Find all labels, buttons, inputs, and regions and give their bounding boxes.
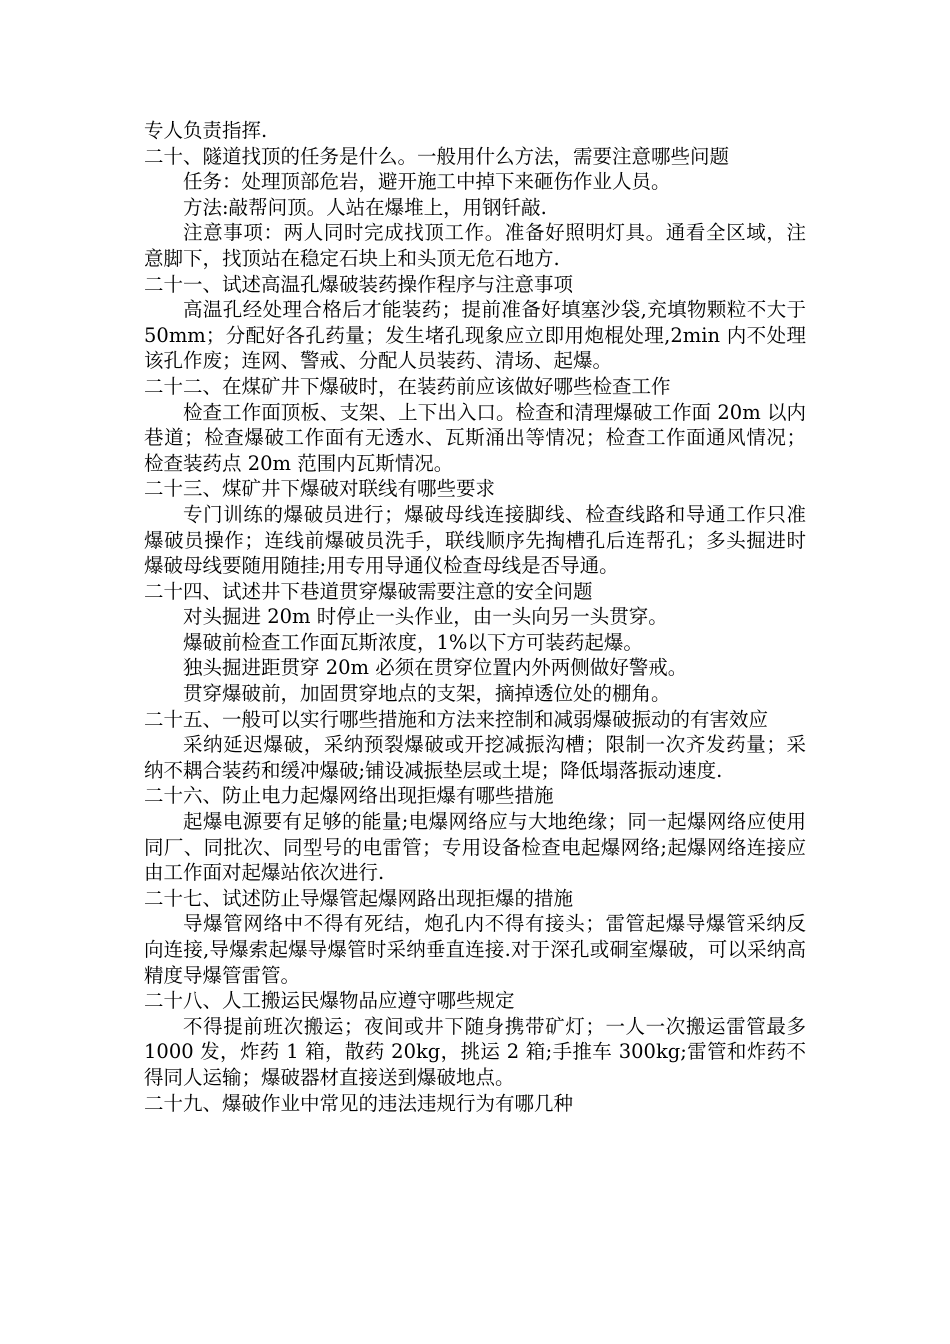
document-paragraph: 方法:敲帮问顶。人站在爆堆上，用钢钎敲.	[183, 195, 547, 219]
document-page	[144, 118, 806, 1116]
section-heading-21: 二十一、试述高温孔爆破装药操作程序与注意事项	[144, 272, 574, 296]
document-paragraph: 对头掘进 20m 时停止一头作业，由一头向另一头贯穿。	[183, 605, 668, 629]
section-heading-20: 二十、隧道找顶的任务是什么。一般用什么方法，需要注意哪些问题	[144, 144, 730, 168]
section-heading-24: 二十四、试述井下巷道贯穿爆破需要注意的安全问题	[144, 579, 593, 603]
document-paragraph: 贯穿爆破前，加固贯穿地点的支架，摘掉透位处的棚角。	[183, 682, 671, 706]
section-heading-27: 二十七、试述防止导爆管起爆网路出现拒爆的措施	[144, 886, 574, 910]
document-paragraph: 采纳延迟爆破，采纳预裂爆破或开挖减振沟槽；限制一次齐发药量；采纳不耦合装药和缓冲爆破;铺设减振垫层或土堤；降低塌落振动速度.	[144, 733, 806, 782]
section-heading-28: 二十八、人工搬运民爆物品应遵守哪些规定	[144, 989, 515, 1013]
section-heading-25: 二十五、一般可以实行哪些措施和方法来控制和减弱爆破振动的有害效应	[144, 707, 769, 731]
document-paragraph: 检查工作面顶板、支架、上下出入口。检查和清理爆破工作面 20m 以内巷道；检查爆破工作面有无透水、瓦斯涌出等情况；检查工作面通风情况；检查装药点 20m 范围内瓦斯情况。	[144, 400, 806, 475]
document-paragraph: 爆破前检查工作面瓦斯浓度，1%以下方可装药起爆。	[183, 630, 643, 654]
document-paragraph: 起爆电源要有足够的能量;电爆网络应与大地绝缘；同一起爆网络应使用同厂、同批次、同型号的电雷管；专用设备检查电起爆网络;起爆网络连接应由工作面对起爆站依次进行.	[144, 810, 806, 885]
document-paragraph: 注意事项：两人同时完成找顶工作。准备好照明灯具。通看全区域，注意脚下，找顶站在稳定石块上和头顶无危石地方.	[144, 221, 806, 270]
section-heading-29: 二十九、爆破作业中常见的违法违规行为有哪几种	[144, 1091, 574, 1115]
document-paragraph: 不得提前班次搬运；夜间或井下随身携带矿灯；一人一次搬运雷管最多 1000 发，炸药 1 箱，散药 20kg，挑运 2 箱;手推车 300kg;雷管和炸药不得同人运输；爆破器材直接送到爆破地点。	[144, 1014, 806, 1089]
section-heading-23: 二十三、煤矿井下爆破对联线有哪些要求	[144, 477, 496, 501]
document-paragraph: 专门训练的爆破员进行；爆破母线连接脚线、检查线路和导通工作只准爆破员操作；连线前爆破员洗手，联线顺序先掏槽孔后连帮孔；多头掘进时爆破母线要随用随挂;用专用导通仪检查母线是否导通。	[144, 502, 806, 578]
document-paragraph: 导爆管网络中不得有死结，炮孔内不得有接头；雷管起爆导爆管采纳反向连接,导爆索起爆导爆管时采纳垂直连接.对于深孔或硐室爆破，可以采纳高精度导爆管雷管。	[144, 912, 806, 987]
section-heading-22: 二十二、在煤矿井下爆破时，在装药前应该做好哪些检查工作	[144, 374, 671, 398]
document-paragraph: 独头掘进距贯穿 20m 必须在贯穿位置内外两侧做好警戒。	[183, 656, 688, 680]
document-text-line: 专人负责指挥.	[144, 119, 268, 142]
section-heading-26: 二十六、防止电力起爆网络出现拒爆有哪些措施	[144, 784, 554, 808]
document-paragraph: 任务：处理顶部危岩，避开施工中掉下来砸伤作业人员。	[183, 170, 671, 194]
document-paragraph: 高温孔经处理合格后才能装药；提前准备好填塞沙袋,充填物颗粒不大于 50mm；分配好各孔药量；发生堵孔现象应立即用炮棍处理,2min 内不处理该孔作废；连网、警戒、分配人员装药、清场、起爆。	[144, 298, 806, 373]
